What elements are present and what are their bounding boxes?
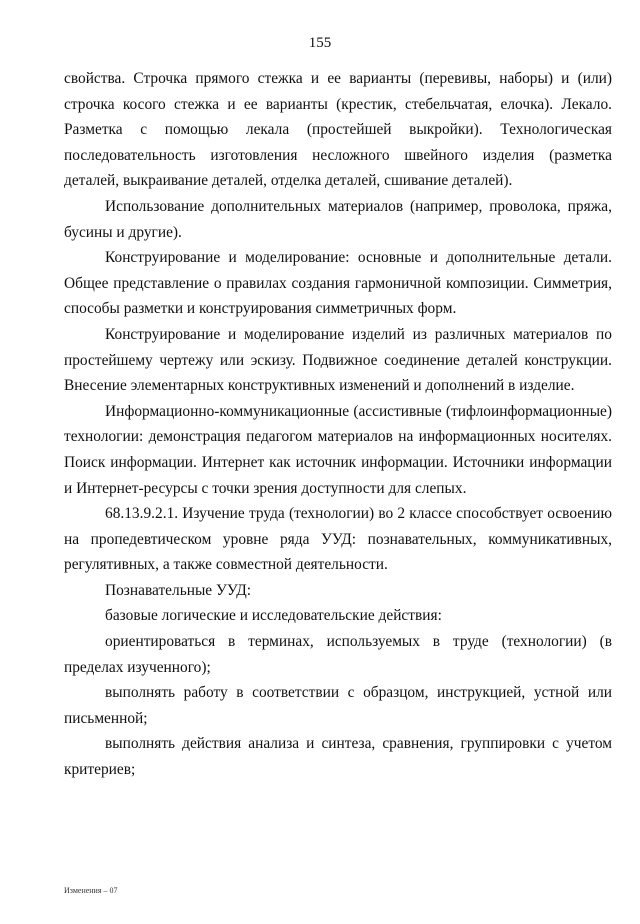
footer-revision-note: Изменения – 07 <box>64 886 118 895</box>
paragraph-10: выполнять работу в соответствии с образцом, инструкцией, устной или письменной; <box>64 684 612 727</box>
paragraph-9: ориентироваться в терминах, используемых в труде (технологии) (в пределах изученного); <box>64 633 612 676</box>
paragraph-11: выполнять действия анализа и синтеза, сравнения, группировки с учетом критериев; <box>64 735 612 779</box>
paragraph-8: базовые логические и исследовательские действия: <box>105 607 442 625</box>
paragraph-7: Познавательные УУД: <box>105 581 251 599</box>
paragraph-2: Использование дополнительных материалов (например, проволока, пряжа, бусины и другие). <box>64 197 612 241</box>
page-number: 155 <box>308 35 332 51</box>
paragraph-4: Конструирование и моделирование изделий из различных материалов по простейшему чертежу или эскизу. Подвижное соединение деталей конструкции. Внесение элементарных конструктивных изменений и дополнений в изделие. <box>64 325 612 395</box>
paragraph-6: 68.13.9.2.1. Изучение труда (технологии) во 2 классе способствует освоению на пропедевтическом уровне ряда УУД: познавательных, коммуникативных, регулятивных, а также совместной деятельности. <box>64 505 612 574</box>
paragraph-1: свойства. Строчка прямого стежка и ее варианты (перевивы, наборы) и (или) строчка косого стежка и ее варианты (крестик, стебельчатая, елочка). Лекало. Разметка с помощью лекала (простейшей выкройки). Технологическая последовательность изготовления несложного швейного изделия (разметка деталей, выкраивание деталей, отделка деталей, сшивание деталей). <box>64 70 612 190</box>
paragraph-5: Информационно-коммуникационные (ассистивные (тифлоинформационные) технологии: демонстрация педагогом материалов на информационных носителях. Поиск информации. Интернет как источник информации. Источники информации и Интернет-ресурсы с точки зрения доступности для слепых. <box>64 402 612 497</box>
paragraph-3: Конструирование и моделирование: основные и дополнительные детали. Общее представление о правилах создания гармоничной композиции. Симметрия, способы разметки и конструирования симметричных форм. <box>64 249 612 318</box>
body-text <box>64 66 612 783</box>
